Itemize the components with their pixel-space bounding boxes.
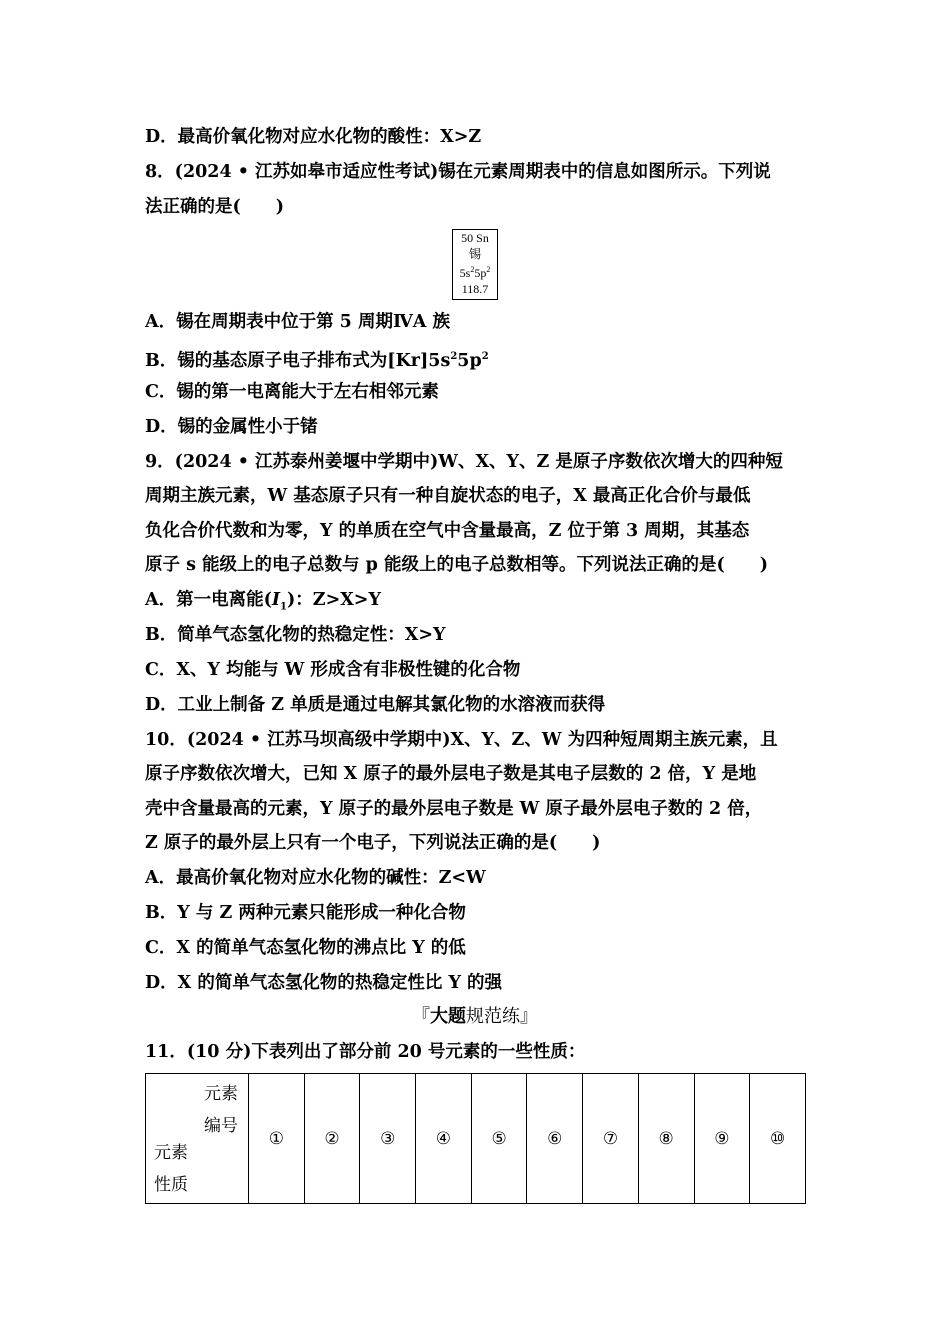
q8-option-c: C．锡的第一电离能大于左右相邻元素 bbox=[145, 382, 439, 402]
q9-option-d: D．工业上制备 Z 单质是通过电解其氯化物的水溶液而获得 bbox=[145, 695, 606, 715]
q8-stem-line1: 8．(2024 • 江苏如皋市适应性考试)锡在元素周期表中的信息如图所示。下列说 bbox=[145, 162, 771, 182]
table-header-cell: ④ bbox=[416, 1074, 472, 1204]
q10-stem-line3: 壳中含量最高的元素，Y 原子的最外层电子数是 W 原子最外层电子数的 2 倍， bbox=[145, 799, 763, 819]
q10-option-d: D．X 的简单气态氢化物的热稳定性比 Y 的强 bbox=[145, 973, 503, 993]
element-config: $5s^25p^2$ bbox=[459, 265, 491, 280]
table-header-cell: ⑨ bbox=[694, 1074, 750, 1204]
element-tile-sn bbox=[452, 229, 498, 300]
q10-option-b: B．Y 与 Z 两种元素只能形成一种化合物 bbox=[145, 903, 466, 923]
q8-option-d: D．锡的金属性小于锗 bbox=[145, 417, 318, 437]
q9-stem-line1: 9．(2024 • 江苏泰州姜堰中学期中)W、X、Y、Z 是原子序数依次增大的四种短 bbox=[145, 452, 783, 472]
q9-option-c: C．X、Y 均能与 W 形成含有非极性键的化合物 bbox=[145, 660, 521, 680]
q9-option-a: A．第一电离能$(I_1)$：Z>X>Y bbox=[145, 590, 381, 613]
table-header-cell: ⑤ bbox=[471, 1074, 527, 1204]
element-properties-table bbox=[145, 1073, 806, 1204]
q8-option-a: A．锡在周期表中位于第 5 周期ⅣA 族 bbox=[145, 312, 450, 332]
q10-stem-line2: 原子序数依次增大，已知 X 原子的最外层电子数是其电子层数的 2 倍，Y 是地 bbox=[145, 764, 757, 784]
q10-option-c: C．X 的简单气态氢化物的沸点比 Y 的低 bbox=[145, 938, 466, 958]
q9-stem-line4: 原子 s 能级上的电子总数与 p 能级上的电子总数相等。下列说法正确的是( ) bbox=[145, 555, 769, 575]
section-heading: 『大题规范练』 bbox=[412, 1006, 538, 1027]
table-header-cell: ③ bbox=[360, 1074, 416, 1204]
table-header-diagonal-cell: 元素 编号 元素 性质 bbox=[146, 1074, 249, 1204]
table-header-cell: ⑦ bbox=[583, 1074, 639, 1204]
table-header-cell: ① bbox=[249, 1074, 305, 1204]
element-mass: 118.7 bbox=[461, 281, 489, 296]
table-row bbox=[146, 1074, 806, 1204]
q8-option-b: B．锡的基态原子电子排布式为$[Kr]5s^25p^2$ bbox=[145, 350, 489, 371]
q10-stem-line1: 10．(2024 • 江苏马坝高级中学期中)X、Y、Z、W 为四种短周期主族元素，且 bbox=[145, 730, 778, 750]
q11-stem: 11．(10 分)下表列出了部分前 20 号元素的一些性质： bbox=[145, 1042, 586, 1062]
table-header-cell: ⑥ bbox=[527, 1074, 583, 1204]
table-header-cell: ⑧ bbox=[638, 1074, 694, 1204]
q9-stem-line2: 周期主族元素，W 基态原子只有一种自旋状态的电子，X 最高正化合价与最低 bbox=[145, 486, 751, 506]
q8-stem-line2: 法正确的是( ) bbox=[145, 197, 285, 217]
q7-option-d: D．最高价氧化物对应水化物的酸性：X>Z bbox=[145, 127, 482, 147]
element-name: 锡 bbox=[468, 246, 481, 261]
q10-stem-line4: Z 原子的最外层上只有一个电子，下列说法正确的是( ) bbox=[145, 833, 601, 853]
q9-stem-line3: 负化合价代数和为零，Y 的单质在空气中含量最高，Z 位于第 3 周期，其基态 bbox=[145, 521, 750, 541]
table-header-cell: ② bbox=[304, 1074, 360, 1204]
table-header-cell: ⑩ bbox=[750, 1074, 806, 1204]
element-number-symbol: 50 Sn bbox=[461, 231, 489, 245]
q10-option-a: A．最高价氧化物对应水化物的碱性：Z<W bbox=[145, 868, 486, 888]
q9-option-b: B．简单气态氢化物的热稳定性：X>Y bbox=[145, 625, 446, 645]
